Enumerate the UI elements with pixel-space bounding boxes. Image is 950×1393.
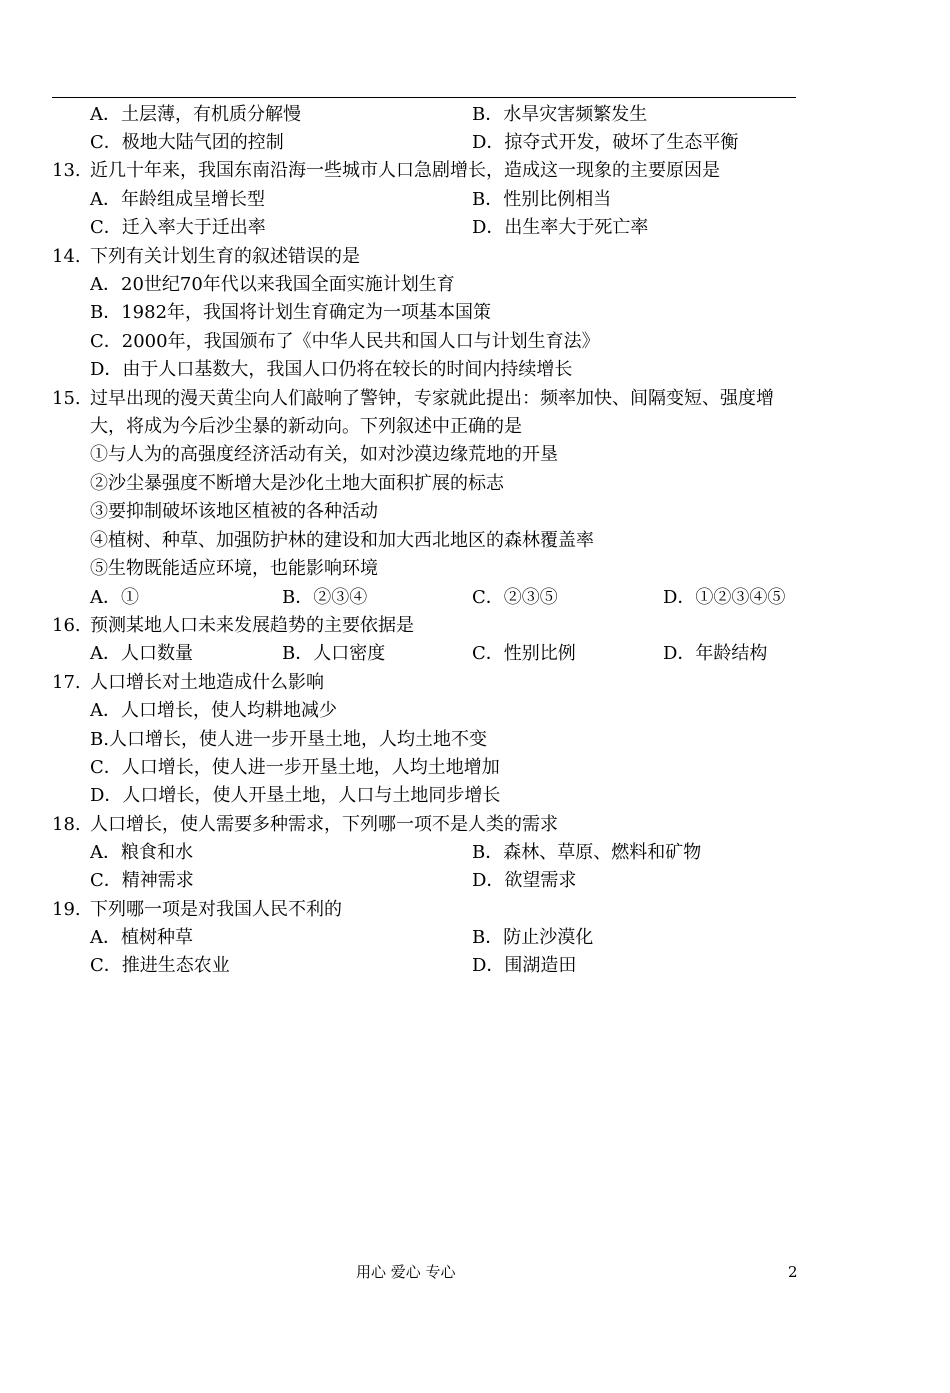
statement: ①与人为的高强度经济活动有关，如对沙漠边缘荒地的开垦 bbox=[90, 444, 558, 465]
question-stem: 近几十年来，我国东南沿海一些城市人口急剧增长，造成这一现象的主要原因是 bbox=[90, 160, 720, 181]
option: A．20世纪70年代以来我国全面实施计划生育 bbox=[90, 274, 455, 295]
question-number: 14. bbox=[52, 246, 81, 267]
question-number: 18. bbox=[52, 814, 81, 835]
option: A．粮食和水 bbox=[90, 842, 193, 863]
question-stem: 人口增长对土地造成什么影响 bbox=[90, 672, 324, 693]
statement: ⑤生物既能适应环境，也能影响环境 bbox=[90, 558, 378, 579]
option: C．人口增长，使人进一步开垦土地，人均土地增加 bbox=[90, 757, 500, 778]
question-number: 15. bbox=[52, 388, 81, 409]
question-number: 19. bbox=[52, 899, 81, 920]
option: C．精神需求 bbox=[90, 870, 194, 891]
option: D．掠夺式开发，破坏了生态平衡 bbox=[472, 132, 739, 153]
option: D．围湖造田 bbox=[472, 955, 577, 976]
question-number: 16. bbox=[52, 615, 81, 636]
option: B．森林、草原、燃料和矿物 bbox=[472, 842, 702, 863]
page-number: 2 bbox=[788, 1263, 798, 1281]
option: A．年龄组成呈增长型 bbox=[90, 189, 265, 210]
option: B．1982年，我国将计划生育确定为一项基本国策 bbox=[90, 302, 492, 323]
question-stem: 下列哪一项是对我国人民不利的 bbox=[90, 899, 342, 920]
statement: ②沙尘暴强度不断增大是沙化土地大面积扩展的标志 bbox=[90, 473, 504, 494]
question-number: 13. bbox=[52, 160, 81, 181]
question-stem-continued: 大，将成为今后沙尘暴的新动向。下列叙述中正确的是 bbox=[90, 416, 522, 437]
option: D．出生率大于死亡率 bbox=[472, 217, 649, 238]
question-stem: 下列有关计划生育的叙述错误的是 bbox=[90, 246, 360, 267]
question-number: 17. bbox=[52, 672, 81, 693]
option: C．推进生态农业 bbox=[90, 955, 230, 976]
option: C．性别比例 bbox=[472, 643, 576, 664]
option: A．人口数量 bbox=[90, 643, 193, 664]
statement: ③要抑制破坏该地区植被的各种活动 bbox=[90, 501, 378, 522]
option: D．年龄结构 bbox=[663, 643, 768, 664]
option: A．人口增长，使人均耕地减少 bbox=[90, 700, 337, 721]
option: B．防止沙漠化 bbox=[472, 927, 594, 948]
option: C．②③⑤ bbox=[472, 587, 558, 608]
option: B．性别比例相当 bbox=[472, 189, 612, 210]
question-stem: 预测某地人口未来发展趋势的主要依据是 bbox=[90, 615, 414, 636]
question-stem: 过早出现的漫天黄尘向人们敲响了警钟，专家就此提出：频率加快、间隔变短、强度增 bbox=[90, 388, 774, 409]
statement: ④植树、种草、加强防护林的建设和加大西北地区的森林覆盖率 bbox=[90, 530, 594, 551]
question-stem: 人口增长，使人需要多种需求，下列哪一项不是人类的需求 bbox=[90, 814, 558, 835]
option: D．欲望需求 bbox=[472, 870, 577, 891]
option: C．2000年，我国颁布了《中华人民共和国人口与计划生育法》 bbox=[90, 331, 600, 352]
option: B.人口增长，使人进一步开垦土地，人均土地不变 bbox=[90, 729, 487, 750]
option: D．由于人口基数大，我国人口仍将在较长的时间内持续增长 bbox=[90, 359, 573, 380]
footer-text: 用心 爱心 专心 bbox=[356, 1263, 456, 1281]
header-rule bbox=[52, 97, 796, 98]
option: A．植树种草 bbox=[90, 927, 193, 948]
option: C．极地大陆气团的控制 bbox=[90, 132, 284, 153]
option: B．人口密度 bbox=[282, 643, 386, 664]
option: A．土层薄，有机质分解慢 bbox=[90, 104, 301, 125]
option: C．迁入率大于迁出率 bbox=[90, 217, 266, 238]
option: D．①②③④⑤ bbox=[663, 587, 786, 608]
option: B．②③④ bbox=[282, 587, 368, 608]
option: A．① bbox=[90, 587, 139, 608]
option: D．人口增长，使人开垦土地，人口与土地同步增长 bbox=[90, 785, 501, 806]
option: B．水旱灾害频繁发生 bbox=[472, 104, 648, 125]
